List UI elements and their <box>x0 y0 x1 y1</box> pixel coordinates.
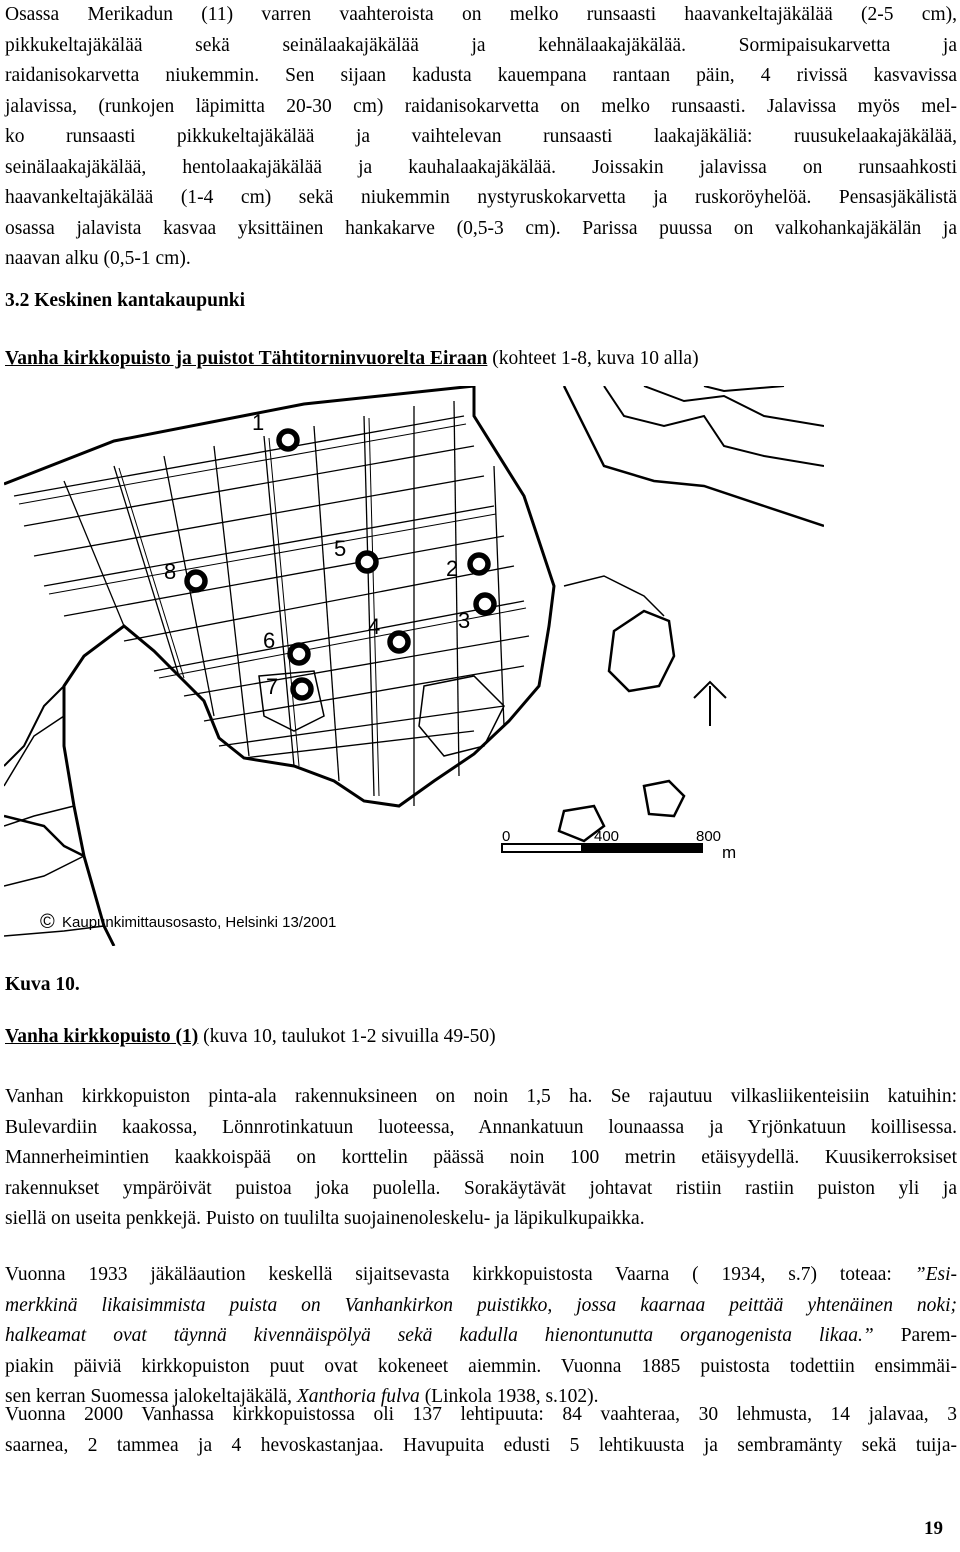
harbor-pier <box>564 386 824 526</box>
text-line: siellä on useita penkkejä. Puisto on tuulilta suojainenoleskelu- ja läpikulkupaikka. <box>5 1208 645 1229</box>
marker-circle <box>293 680 311 698</box>
map-title-rest: (kohteet 1-8, kuva 10 alla) <box>487 348 699 369</box>
scale-label-800: 800 <box>696 828 722 845</box>
text-line: Mannerheimintien kaakkoispää on korttelin päässä noin 100 metrin etäisyydellä. Kuusikerroksiset <box>5 1147 957 1168</box>
park-heading-rest: (kuva 10, taulukot 1-2 sivuilla 49-50) <box>198 1026 496 1047</box>
marker-circle <box>476 595 494 613</box>
history-text: Parem- <box>873 1325 957 1346</box>
text-line: raidanisokarvetta niukemmin. Sen sijaan kadusta kauempana rantaan päin, 4 rivissä kasvavissa <box>5 65 957 86</box>
text-line <box>5 1321 957 1352</box>
map-figure <box>4 386 824 946</box>
text-line: naavan alku (0,5-1 cm). <box>5 248 191 269</box>
trees-paragraph <box>5 1400 957 1461</box>
marker-circle <box>390 633 408 651</box>
quote-text: ”Esi- <box>914 1264 957 1285</box>
marker-circle <box>290 645 308 663</box>
species-name: Xanthoria fulva <box>296 1386 420 1407</box>
text-line: saarnea, 2 tammea ja 4 hevoskastanjaa. Havupuita edusti 5 lehtikuusta ja sembramänty sekä tuija- <box>5 1434 957 1456</box>
marker-label-7: 7 <box>266 674 279 699</box>
quote-line: merkkinä likaisimmista puista on Vanhankirkon puistikko, jossa kaarnaa peittää yhtenäinen noki; <box>5 1294 957 1316</box>
marker-label-1: 1 <box>252 410 265 435</box>
text-line: Vanhan kirkkopuiston pinta-ala rakennuksineen on noin 1,5 ha. Se rajautuu vilkasliikenteisiin katuihin: <box>5 1086 957 1107</box>
scale-label-0: 0 <box>502 828 511 845</box>
scale-label-400: 400 <box>594 828 620 845</box>
island <box>609 611 674 691</box>
marker-circle <box>187 572 205 590</box>
scale-bar <box>502 828 736 862</box>
copyright-notice <box>40 911 336 933</box>
text-line: haavankeltajäkälää (1-4 cm) sekä niukemmin nystyruskokarvetta ja ruskoröyhelöä. Pensasjäkälistä <box>5 187 957 208</box>
text-line: piakin päiviä kirkkopuiston puut ovat kokeneet aiemmin. Vuonna 1885 puistosta todettiin ensimmäi- <box>5 1355 957 1377</box>
text-line: Vuonna 2000 Vanhassa kirkkopuistossa oli 137 lehtipuuta: 84 vaahteraa, 30 lehmusta, 14 jalavaa, 3 <box>5 1404 957 1425</box>
marker-label-4: 4 <box>368 614 381 639</box>
island <box>644 781 684 816</box>
text-line: osassa jalavista kasvaa yksittäinen hankakarve (0,5-3 cm). Parissa puussa on valkohankajäkälän ja <box>5 217 957 239</box>
marker-label-6: 6 <box>263 628 276 653</box>
text-line: jalavissa, (runkojen läpimitta 20-30 cm) raidanisokarvetta on melko runsaasti. Jalavissa myös mel- <box>5 95 957 117</box>
marker-label-8: 8 <box>164 559 177 584</box>
text-line: Bulevardiin kaakossa, Lönnrotinkatuun luoteessa, Annankatuun lounaassa ja Yrjönkatuun koillisessa. <box>5 1116 957 1138</box>
scale-unit: m <box>722 843 737 862</box>
history-text: Vuonna 1933 jäkäläaution keskellä sijaitsevasta kirkkopuistosta Vaarna ( 1934, s.7) toteaa: <box>5 1264 915 1285</box>
copyright-text: Kaupunkimittausosasto, Helsinki 13/2001 <box>62 914 337 931</box>
park-heading <box>5 1026 496 1048</box>
quote-text: halkeamat ovat täynnä kivennäispölyä sekä kadulla hienontunutta organogenista likaa.” <box>5 1325 874 1346</box>
text-line: Osassa Merikadun (11) varren vaahteroista on melko runsaasti haavankeltajäkälää (2-5 cm), <box>5 4 957 25</box>
text-line: ko runsaasti pikkukeltajäkälää ja vaihtelevan runsaasti laakajäkäliä: ruusukelaakajäkälää, <box>5 126 957 147</box>
section-heading: 3.2 Keskinen kantakaupunki <box>5 290 246 311</box>
history-paragraph <box>5 1260 957 1413</box>
text-line <box>5 1260 957 1291</box>
park-paragraph <box>5 1082 957 1235</box>
copyright-symbol: © <box>40 911 55 933</box>
marker-circle <box>470 555 488 573</box>
map-title <box>5 348 699 370</box>
marker-circle <box>358 553 376 571</box>
figure-caption: Kuva 10. <box>5 974 80 995</box>
text-line: rakennukset ympäröivät puistoa joka puolella. Sorakäytävät johtavat ristiin rastiin puiston yli ja <box>5 1177 957 1199</box>
marker-label-2: 2 <box>446 556 459 581</box>
park-heading-main: Vanha kirkkopuisto (1) <box>5 1026 199 1047</box>
text-line: pikkukeltajäkälää sekä seinälaakajäkälää ja kehnälaakajäkälää. Sormipaisukarvetta ja <box>5 34 957 56</box>
map-title-main: Vanha kirkkopuisto ja puistot Tähtitorninvuorelta Eiraan <box>5 348 488 369</box>
text-line: seinälaakajäkälää, hentolaakajäkälää ja kauhalaakajäkälää. Joissakin jalavissa on runsaahkosti <box>5 156 957 178</box>
marker-circle <box>279 431 297 449</box>
marker-label-5: 5 <box>334 536 347 561</box>
coastline <box>4 386 554 946</box>
history-text: sen kerran Suomessa jalokeltajäkälä, <box>5 1386 297 1407</box>
page-number: 19 <box>924 1518 943 1539</box>
history-text: (Linkola 1938, s.102). <box>419 1386 599 1407</box>
intro-paragraph <box>5 0 957 275</box>
marker-label-3: 3 <box>458 608 471 633</box>
north-arrow-icon <box>694 682 726 726</box>
